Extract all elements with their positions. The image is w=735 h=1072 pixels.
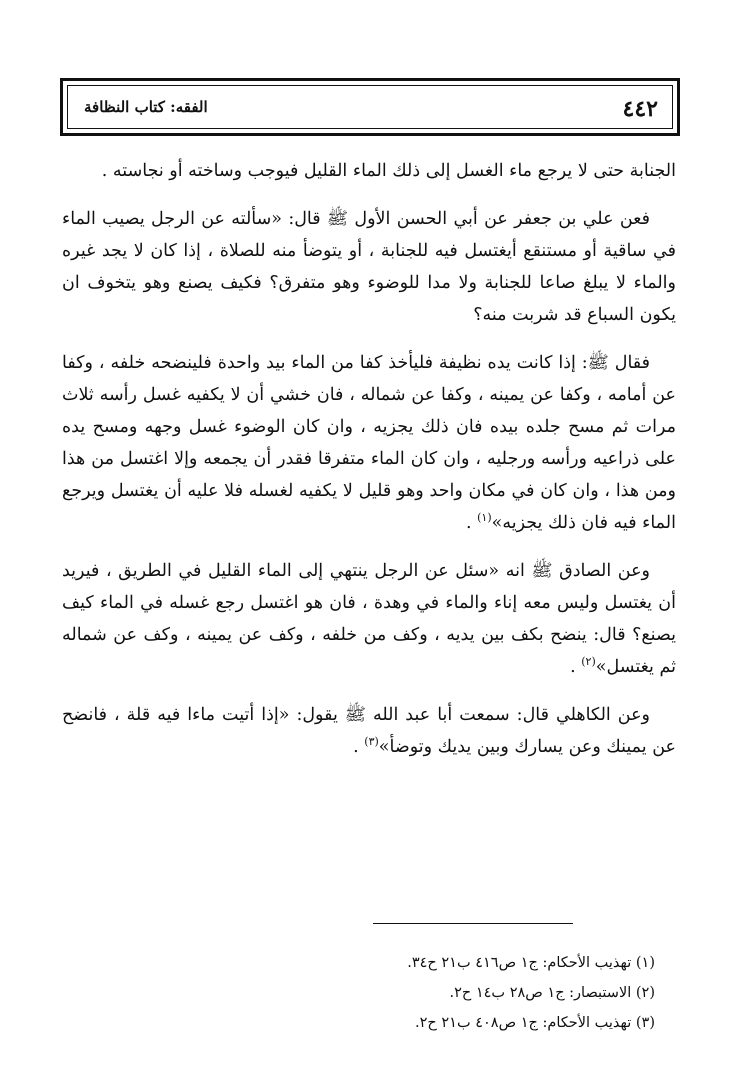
- page-header: [60, 78, 680, 136]
- paragraph: [62, 155, 676, 187]
- paragraph: [62, 347, 676, 539]
- footnote-ref: (٣): [364, 735, 379, 749]
- paragraph: [62, 699, 676, 763]
- paragraph-text: وعن الصادق ﷺ انه «سئل عن الرجل ينتهي إلى الماء القليل في الطريق ، فيريد أن يغتسل وليس معه إناء والماء في وهدة ، فان هو اغتسل رجع غسله في الماء كيف يصنع؟ قال: ينضح بكف بين يديه ، وكف من خلفه ، وكف عن يمينه ، وكف عن شماله ثم يغتسل»: [62, 561, 676, 677]
- paragraph: [62, 203, 676, 331]
- paragraph-text: الجنابة حتى لا يرجع ماء الغسل إلى ذلك الماء القليل فيوجب وساخته أو نجاسته .: [101, 161, 676, 181]
- paragraph: [62, 555, 676, 683]
- end-period: .: [353, 737, 359, 757]
- paragraph-text: فعن علي بن جعفر عن أبي الحسن الأول ﷺ قال: «سألته عن الرجل يصيب الماء في ساقية أو مستنقع أيغتسل فيه للجنابة ، أو يتوضأ منه للصلاة ، إذا كان لا يجد غيره والماء لا يبلغ صاعا للجنابة ولا مدا للوضوء وهو متفرق؟ فكيف يصنع وهو يتخوف ان يكون السباع قد شربت منه؟: [62, 209, 676, 325]
- header-inner-frame: [67, 85, 673, 129]
- paragraph-text: فقال ﷺ: إذا كانت يده نظيفة فليأخذ كفا من الماء بيد واحدة فلينضحه خلفه ، وكفا عن أمامه ، وكفا عن يمينه ، وكفا عن شماله ، فان خشي أن لا يكفيه غسل رأسه ثلاث مرات ثم مسح جلده بيده فان ذلك يجزيه ، وان كان الوضوء غسل وجهه ومسح يده على ذراعيه ورأسه ورجليه ، وان كان الماء متفرقا فقدر أن يجمعه وإلا اغتسل من هذا ومن هذا ، وان كان في مكان واحد وهو قليل لا يكفيه لغسله فلا عليه أن يغتسل ويرجع الماء فيه فان ذلك يجزيه»: [62, 353, 676, 533]
- end-period: .: [465, 513, 472, 533]
- paragraph-text: وعن الكاهلي قال: سمعت أبا عبد الله ﷺ يقول: «إذا أتيت ماءا فيه قلة ، فانضح عن يمينك وعن يسارك وبين يديك وتوضأ»: [62, 705, 676, 757]
- footnote: (١) تهذيب الأحكام: ج١ ص٤١٦ ب٢١ ح٣٤.: [407, 955, 655, 971]
- footnote: (٣) تهذيب الأحكام: ج١ ص٤٠٨ ب٢١ ح٢.: [414, 1015, 655, 1031]
- footnotes: [300, 948, 655, 1038]
- footnote-ref: (٢): [581, 655, 596, 669]
- footnote-ref: (١): [477, 511, 492, 525]
- footnote-divider: [373, 923, 573, 924]
- page-number: ٤٤٢: [622, 96, 658, 122]
- footnote: (٢) الاستبصار: ج١ ص٢٨ ب١٤ ح٢.: [449, 985, 655, 1001]
- main-text: [62, 155, 676, 779]
- running-title: الفقه: كتاب النظافة: [84, 98, 208, 116]
- end-period: .: [570, 657, 576, 677]
